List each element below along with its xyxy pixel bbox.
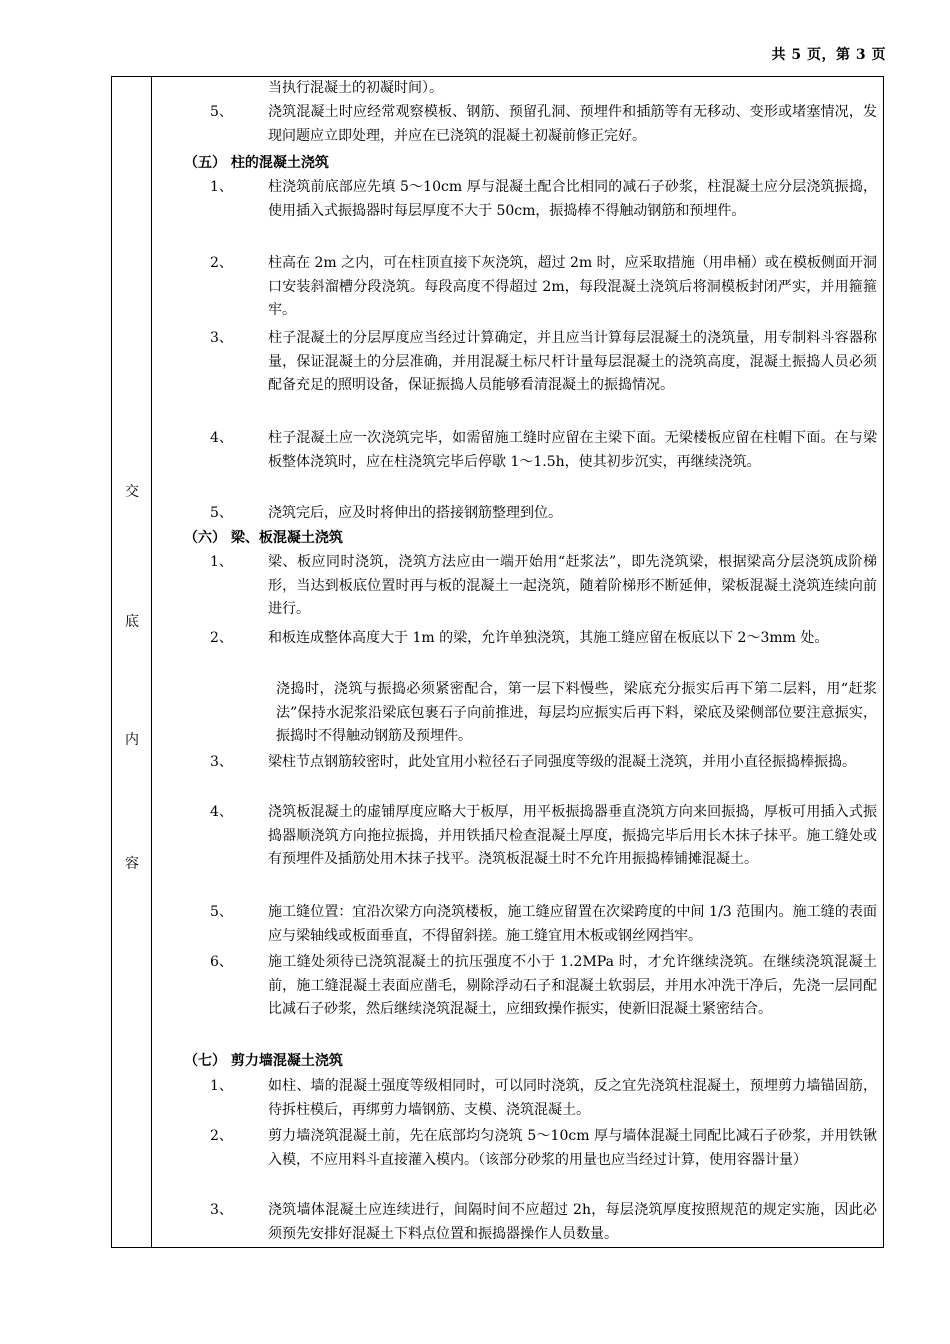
- item-number: 6、: [210, 954, 233, 970]
- item-number: 1、: [210, 1078, 233, 1094]
- section-title: （五） 柱的混凝土浇筑: [184, 155, 329, 171]
- item-number: 3、: [210, 1202, 233, 1218]
- content-body: [152, 77, 883, 1247]
- item-number: 5、: [210, 505, 233, 521]
- item-text: 和板连成整体高度大于 1m 的梁，允许单独浇筑，其施工缝应留在板底以下 2～3mm 处。: [268, 630, 829, 646]
- content-table: [111, 76, 884, 1248]
- item-text: 梁、板应同时浇筑，浇筑方法应由一端开始用“赶浆法”，即先浇筑梁，根据梁高分层浇筑成阶梯形，当达到板底位置时再与板的混凝土一起浇筑，随着阶梯形不断延伸，梁板混凝土浇筑连续向前进行。: [268, 554, 877, 617]
- item-number: 2、: [210, 255, 233, 271]
- item-number: 4、: [210, 804, 233, 820]
- paragraph-text: 当执行混凝土的初凝时间）。: [268, 80, 443, 96]
- section-title: （六） 梁、板混凝土浇筑: [184, 530, 343, 546]
- label-column: [112, 77, 152, 1247]
- item-number: 3、: [210, 754, 233, 770]
- label-char-2: 底: [125, 614, 139, 630]
- item-number: 3、: [210, 330, 233, 346]
- item-text: 浇筑墙体混凝土应连续进行，间隔时间不应超过 2h，每层浇筑厚度按照规范的规定实施，因此必须预先安排好混凝土下料点位置和振捣器操作人员数量。: [268, 1202, 877, 1242]
- item-number: 2、: [210, 630, 233, 646]
- item-number: 5、: [210, 104, 233, 120]
- label-char-3: 内: [125, 732, 139, 748]
- paragraph-text: 浇捣时，浇筑与振捣必须紧密配合，第一层下料慢些，梁底充分振实后再下第二层料，用“赶浆法”保持水泥浆沿梁底包裹石子向前推进，每层均应振实后再下料，梁底及梁侧部位要注意振实，振捣时不得触动钢筋及预埋件。: [276, 681, 877, 744]
- item-text: 浇筑板混凝土的虚铺厚度应略大于板厚，用平板振捣器垂直浇筑方向来回振捣，厚板可用插入式振捣器顺浇筑方向拖拉振捣，并用铁插尺检查混凝土厚度，振捣完毕后用长木抹子抹平。施工缝处或有预埋件及插筋处用木抹子找平。浇筑板混凝土时不允许用振捣棒铺摊混凝土。: [268, 804, 877, 867]
- item-text: 施工缝位置：宜沿次梁方向浇筑楼板，施工缝应留置在次梁跨度的中间 1/3 范围内。施工缝的表面应与梁轴线或板面垂直，不得留斜搓。施工缝宜用木板或钢丝网挡牢。: [268, 904, 877, 944]
- section-title: （七） 剪力墙混凝土浇筑: [184, 1053, 343, 1069]
- item-text: 柱子混凝土的分层厚度应当经过计算确定，并且应当计算每层混凝土的浇筑量，用专制料斗容器称量，保证混凝土的分层准确，并用混凝土标尺杆计量每层混凝土的浇筑高度，混凝土振捣人员必须配备充足的照明设备，保证振捣人员能够看清混凝土的振捣情况。: [268, 330, 877, 393]
- item-text: 柱子混凝土应一次浇筑完毕，如需留施工缝时应留在主梁下面。无梁楼板应留在柱帽下面。在与梁板整体浇筑时，应在柱浇筑完毕后停歇 1～1.5h，使其初步沉实，再继续浇筑。: [268, 430, 877, 470]
- item-number: 2、: [210, 1128, 233, 1144]
- item-text: 剪力墙浇筑混凝土前，先在底部均匀浇筑 5～10cm 厚与墙体混凝土同配比减石子砂浆，并用铁锹入模，不应用料斗直接灌入模内。（该部分砂浆的用量也应当经过计算，使用容器计量）: [268, 1128, 877, 1168]
- item-number: 1、: [210, 554, 233, 570]
- item-text: 浇筑完后，应及时将伸出的搭接钢筋整理到位。: [268, 505, 562, 521]
- item-number: 5、: [210, 904, 233, 920]
- item-number: 1、: [210, 179, 233, 195]
- item-text: 施工缝处须待已浇筑混凝土的抗压强度不小于 1.2MPa 时，才允许继续浇筑。在继续浇筑混凝土前，施工缝混凝土表面应凿毛，剔除浮动石子和混凝土软弱层，并用水冲洗干净后，先浇一层同配比减石子砂浆，然后继续浇筑混凝土，应细致操作振实，使新旧混凝土紧密结合。: [268, 954, 877, 1017]
- label-char-4: 容: [125, 856, 139, 872]
- item-text: 柱浇筑前底部应先填 5～10cm 厚与混凝土配合比相同的减石子砂浆，柱混凝土应分层浇筑振捣，使用插入式振捣器时每层厚度不大于 50cm，振捣棒不得触动钢筋和预埋件。: [268, 179, 877, 219]
- item-text: 如柱、墙的混凝土强度等级相同时，可以同时浇筑，反之宜先浇筑柱混凝土，预埋剪力墙锚固筋，待拆柱模后，再绑剪力墙钢筋、支模、浇筑混凝土。: [268, 1078, 877, 1118]
- item-text: 柱高在 2m 之内，可在柱顶直接下灰浇筑，超过 2m 时，应采取措施（用串桶）或在模板侧面开洞口安装斜溜槽分段浇筑。每段高度不得超过 2m，每段混凝土浇筑后将洞模板封闭严实，并用箍箍牢。: [268, 255, 877, 318]
- item-text: 浇筑混凝土时应经常观察模板、钢筋、预留孔洞、预埋件和插筋等有无移动、变形或堵塞情况，发现问题应立即处理，并应在已浇筑的混凝土初凝前修正完好。: [268, 104, 877, 144]
- label-char-1: 交: [125, 484, 139, 500]
- page-counter: 共 5 页，第 3 页: [771, 47, 886, 63]
- item-text: 梁柱节点钢筋较密时，此处宜用小粒径石子同强度等级的混凝土浇筑，并用小直径振捣棒振捣。: [268, 754, 856, 770]
- item-number: 4、: [210, 430, 233, 446]
